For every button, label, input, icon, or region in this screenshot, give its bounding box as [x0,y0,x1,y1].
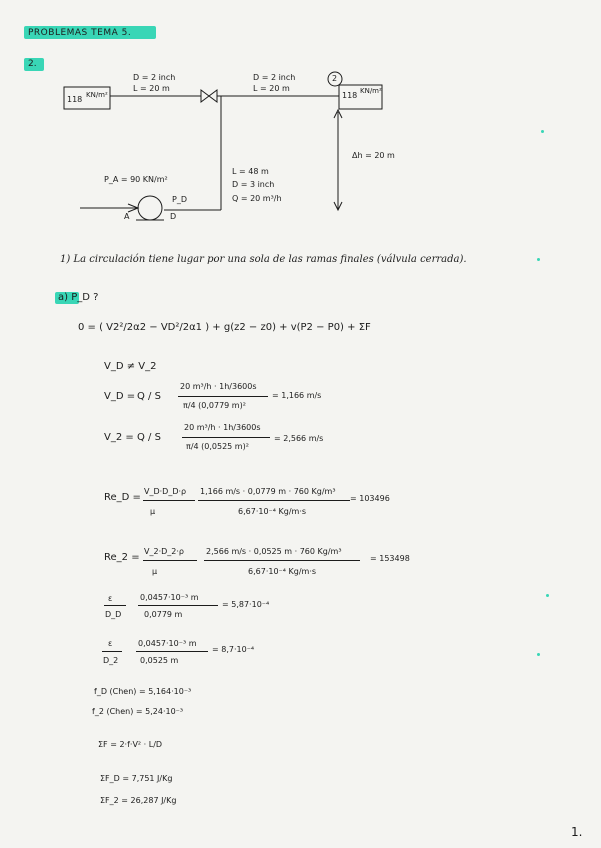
margin-mark [537,653,540,656]
vd-denominator: π/4 (0,0779 m)² [183,401,246,410]
velocity-inequality: V_D ≠ V_2 [104,361,157,372]
v2-numerator: 20 m³/h · 1h/3600s [184,423,261,432]
valve-icon [201,90,217,102]
problem-number: 2. [28,59,37,69]
rough-d-lhs-denominator: D_D [105,610,122,619]
node-label: 2 [332,74,338,83]
f2-chen: f_2 (Chen) = 5,24·10⁻³ [92,707,184,716]
rough-2-bar [136,651,208,652]
rough-2-result: = 8,7·10⁻⁴ [212,645,255,654]
re2-symbolic-bar [143,560,197,561]
main-pipe-length: L = 48 m [232,167,269,176]
pipe-left-diameter: D = 2 inch [133,73,176,82]
section-a-label: a) P_D ? [58,292,99,303]
red-numerator: 1,166 m/s · 0,0779 m · 760 Kg/m³ [200,487,336,496]
red-fraction-bar [198,500,350,501]
v2-result: = 2,566 m/s [274,434,324,443]
rough-2-lhs-numerator: ε [108,639,113,648]
v2-q-over-s: Q / S [137,432,161,443]
sum-f-2: ΣF_2 = 26,287 J/Kg [100,796,177,805]
re2-fraction-bar [204,560,360,561]
vd-fraction-bar [178,396,268,397]
red-symbolic-numerator: V_D·D_D·ρ [144,487,187,496]
rough-d-numerator: 0,0457·10⁻³ m [140,593,199,602]
energy-equation: 0 = ( V2²/2α2 − VD²/2α1 ) + g(z2 − z0) + v(P2 − P0) + ΣF [78,322,371,333]
rough-d-lhs-numerator: ε [108,594,113,603]
pump-point-d: D [170,212,177,221]
v2-denominator: π/4 (0,0525 m)² [186,442,249,451]
main-pipe-flow: Q = 20 m³/h [232,194,282,203]
re2-lhs: Re_2 = [104,552,140,563]
tank-right-unit: KN/m² [360,87,382,95]
vd-result: = 1,166 m/s [272,391,322,400]
vd-lhs: V_D = [104,391,136,402]
tank-left-unit: KN/m² [86,91,108,99]
height-difference: Δh = 20 m [352,151,395,160]
pipe-left-length: L = 20 m [133,84,170,93]
v2-fraction-bar [182,437,270,438]
v2-lhs: V_2 = [104,432,134,443]
re2-symbolic-denominator: μ [152,567,158,576]
pipe-right-length: L = 20 m [253,84,290,93]
red-symbolic-denominator: μ [150,507,156,516]
red-denominator: 6,67·10⁻⁴ Kg/m·s [238,507,307,516]
problem-statement: 1) La circulación tiene lugar por una sola de las ramas finales (válvula cerrada). [60,254,467,265]
page-number: 1. [571,825,583,839]
re2-numerator: 2,566 m/s · 0,0525 m · 760 Kg/m³ [206,547,342,556]
sum-f-formula: ΣF = 2·f·V² · L/D [98,740,163,749]
sum-f-d: ΣF_D = 7,751 J/Kg [100,774,173,783]
rough-d-result: = 5,87·10⁻⁴ [222,600,270,609]
rough-2-numerator: 0,0457·10⁻³ m [138,639,197,648]
tank-left-pressure: 118 [67,95,83,104]
pipe-right-diameter: D = 2 inch [253,73,296,82]
pump-point-a: A [124,212,130,221]
margin-mark [541,130,544,133]
re2-denominator: 6,67·10⁻⁴ Kg/m·s [248,567,317,576]
tank-right-pressure: 118 [342,91,358,100]
red-lhs: Re_D = [104,492,141,503]
rough-d-bar [138,605,218,606]
vd-q-over-s: Q / S [137,391,161,402]
margin-mark [537,258,540,261]
re2-symbolic-numerator: V_2·D_2·ρ [144,547,184,556]
pump-icon [138,196,162,220]
pump-outlet-label: P_D [172,195,187,204]
red-symbolic-bar [143,500,195,501]
pump-inlet-pressure: P_A = 90 KN/m² [104,175,168,184]
margin-mark [546,594,549,597]
vd-numerator: 20 m³/h · 1h/3600s [180,382,257,391]
rough-2-lhs-denominator: D_2 [103,656,119,665]
re2-result: = 153498 [370,554,410,563]
page-title: PROBLEMAS TEMA 5. [28,28,132,38]
main-pipe-diameter: D = 3 inch [232,180,275,189]
rough-d-denominator: 0,0779 m [144,610,183,619]
rough-2-denominator: 0,0525 m [140,656,179,665]
fd-chen: f_D (Chen) = 5,164·10⁻³ [94,687,192,696]
rough-2-lhs-bar [102,651,122,652]
rough-d-lhs-bar [104,605,126,606]
red-result: = 103496 [350,494,390,503]
